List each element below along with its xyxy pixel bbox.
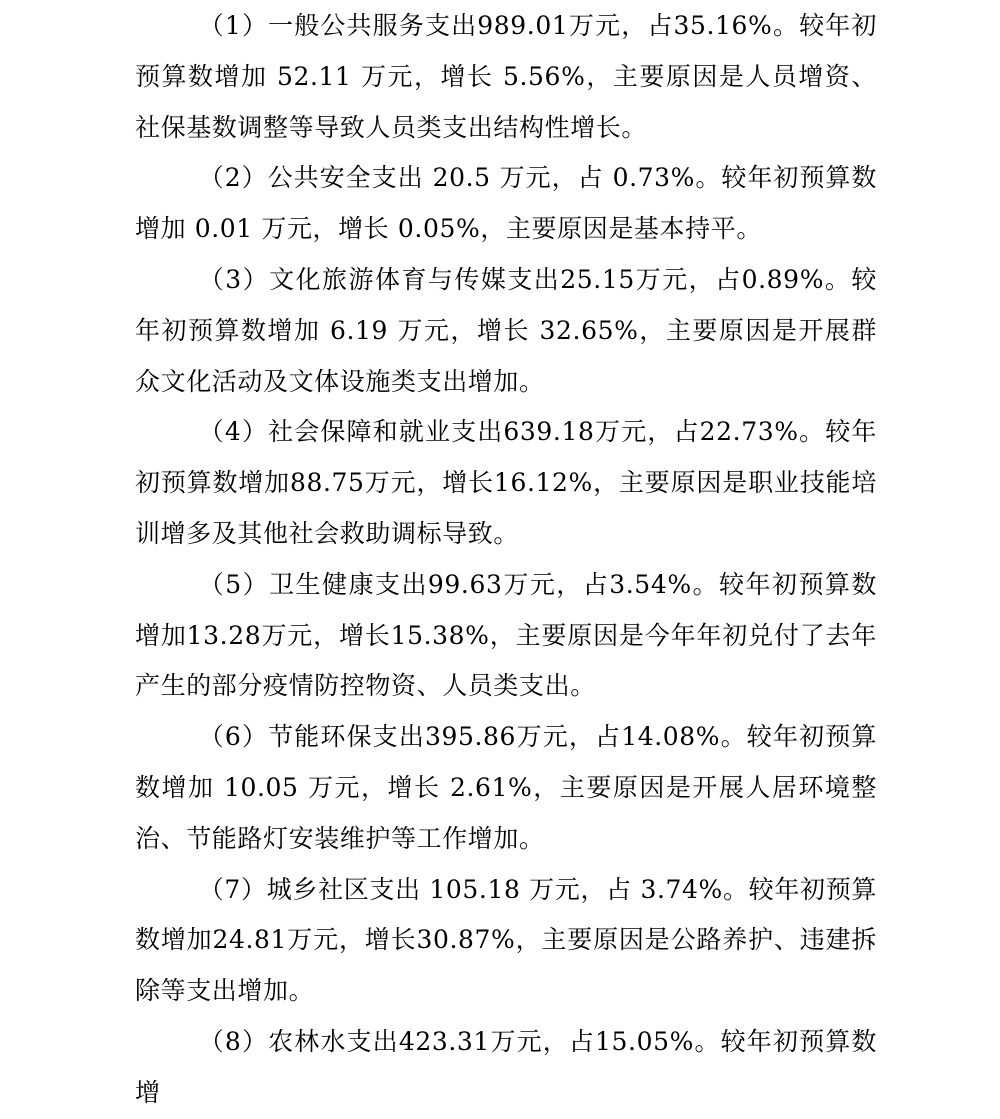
paragraph-social-security-employment: （4）社会保障和就业支出639.18万元，占22.73%。较年初预算数增加88.75万元，增长16.12%，主要原因是职业技能培训增多及其他社会救助调标导致。: [135, 417, 877, 548]
document-body: [135, 0, 877, 1119]
paragraph-culture-tourism-sports-media: （3）文化旅游体育与传媒支出25.15万元，占0.89%。较年初预算数增加 6.19 万元，增长 32.65%，主要原因是开展群众文化活动及文体设施类支出增加。: [135, 264, 877, 396]
paragraph-agriculture-forestry-water: （8）农林水支出423.31万元，占15.05%。较年初预算数增: [135, 1026, 877, 1107]
paragraph-public-safety: （2）公共安全支出 20.5 万元，占 0.73%。较年初预算数增加 0.01 万元，增长 0.05%，主要原因是基本持平。: [135, 163, 877, 244]
paragraph-health: （5）卫生健康支出99.63万元，占3.54%。较年初预算数增加13.28万元，增长15.38%，主要原因是今年年初兑付了去年产生的部分疫情防控物资、人员类支出。: [135, 569, 877, 701]
paragraph-general-public-services: （1）一般公共服务支出989.01万元，占35.16%。较年初预算数增加 52.11 万元，增长 5.56%，主要原因是人员增资、社保基数调整等导致人员类支出结构性增长。: [135, 11, 877, 142]
paragraph-urban-rural-community: （7）城乡社区支出 105.18 万元，占 3.74%。较年初预算数增加24.81万元，增长30.87%，主要原因是公路养护、违建拆除等支出增加。: [135, 874, 877, 1006]
paragraph-energy-environment: （6）节能环保支出395.86万元，占14.08%。较年初预算数增加 10.05 万元，增长 2.61%，主要原因是开展人居环境整治、节能路灯安装维护等工作增加。: [135, 722, 877, 853]
